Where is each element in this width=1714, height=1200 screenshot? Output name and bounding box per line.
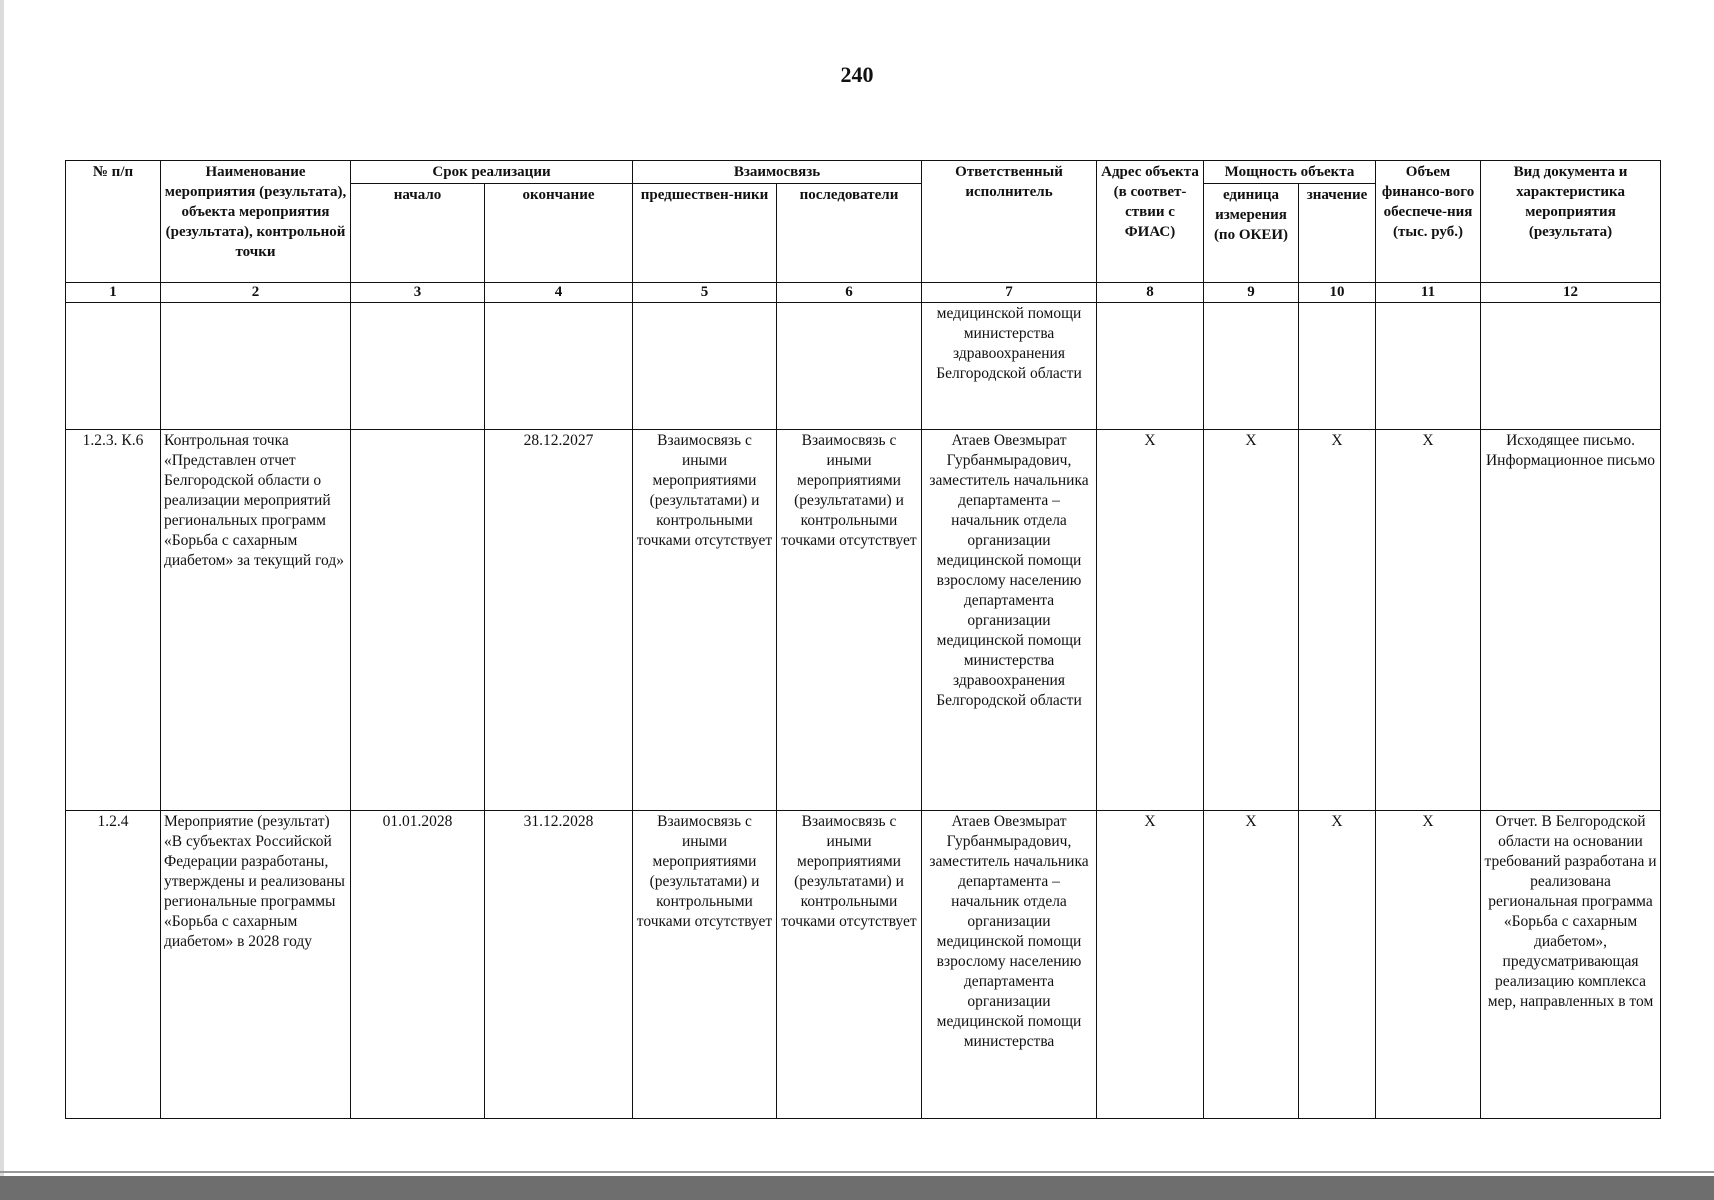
column-number: 1 bbox=[66, 283, 161, 303]
row-unit: X bbox=[1204, 430, 1299, 811]
continuation-row bbox=[66, 303, 1661, 430]
column-number: 3 bbox=[351, 283, 485, 303]
row-document: Отчет. В Белгородской области на основании требований разработана и реализована региональная программа «Борьба с сахарным диабетом», предусматривающая реализацию комплекса мер, направленных в том bbox=[1481, 811, 1661, 1119]
row-predecessors: Взаимосвязь с иными мероприятиями (результатами) и контрольными точками отсутствует bbox=[633, 811, 777, 1119]
row-num: 1.2.4 bbox=[66, 811, 161, 1119]
scan-bottom-band bbox=[0, 1176, 1714, 1200]
header-value: значение bbox=[1299, 184, 1376, 283]
column-number: 2 bbox=[161, 283, 351, 303]
header-unit: единица измерения (по ОКЕИ) bbox=[1204, 184, 1299, 283]
row-unit: X bbox=[1204, 811, 1299, 1119]
scan-edge bbox=[0, 0, 4, 1200]
table-row bbox=[66, 811, 1661, 1119]
header-successors: последователи bbox=[777, 184, 922, 283]
header-predecessors: предшествен-ники bbox=[633, 184, 777, 283]
row-successors: Взаимосвязь с иными мероприятиями (результатами) и контрольными точками отсутствует bbox=[777, 430, 922, 811]
column-number: 10 bbox=[1299, 283, 1376, 303]
row-start bbox=[351, 430, 485, 811]
column-number: 9 bbox=[1204, 283, 1299, 303]
column-number: 12 bbox=[1481, 283, 1661, 303]
column-number: 6 bbox=[777, 283, 922, 303]
header-finance: Объем финансо-вого обеспече-ния (тыс. руб.) bbox=[1376, 161, 1481, 283]
row-address: X bbox=[1097, 430, 1204, 811]
page-number: 240 bbox=[840, 62, 874, 87]
column-number-row bbox=[66, 283, 1661, 303]
row-address: X bbox=[1097, 811, 1204, 1119]
header-name: Наименование мероприятия (результата), объекта мероприятия (результата), контрольной точки bbox=[161, 161, 351, 283]
row-end: 31.12.2028 bbox=[485, 811, 633, 1119]
row-name: Мероприятие (результат) «В субъектах Российской Федерации разработаны, утверждены и реализованы региональные программы «Борьба с сахарным диабетом» в 2028 году bbox=[161, 811, 351, 1119]
row-value: X bbox=[1299, 811, 1376, 1119]
row-value: X bbox=[1299, 430, 1376, 811]
row-name: Контрольная точка «Представлен отчет Белгородской области о реализации мероприятий региональных программ «Борьба с сахарным диабетом» за текущий год» bbox=[161, 430, 351, 811]
row-start: 01.01.2028 bbox=[351, 811, 485, 1119]
row-finance: X bbox=[1376, 430, 1481, 811]
row-responsible: Атаев Овезмырат Гурбанмырадович, заместитель начальника департамента – начальник отдела организации медицинской помощи взрослому населению департамента организации медицинской помощи министерства здравоохранения Белгородской области bbox=[922, 430, 1097, 811]
header-row bbox=[66, 161, 1661, 184]
header-power: Мощность объекта bbox=[1204, 161, 1376, 184]
row-end: 28.12.2027 bbox=[485, 430, 633, 811]
header-address: Адрес объекта (в соответ-ствии с ФИАС) bbox=[1097, 161, 1204, 283]
row-finance: X bbox=[1376, 811, 1481, 1119]
header-link: Взаимосвязь bbox=[633, 161, 922, 184]
header-document: Вид документа и характеристика мероприятия (результата) bbox=[1481, 161, 1661, 283]
column-number: 4 bbox=[485, 283, 633, 303]
continuation-responsible: медицинской помощи министерства здравоохранения Белгородской области bbox=[922, 303, 1097, 430]
header-start: начало bbox=[351, 184, 485, 283]
row-responsible: Атаев Овезмырат Гурбанмырадович, заместитель начальника департамента – начальник отдела организации медицинской помощи взрослому населению департамента организации медицинской помощи министерства bbox=[922, 811, 1097, 1119]
column-number: 11 bbox=[1376, 283, 1481, 303]
row-predecessors: Взаимосвязь с иными мероприятиями (результатами) и контрольными точками отсутствует bbox=[633, 430, 777, 811]
column-number: 5 bbox=[633, 283, 777, 303]
header-num: № п/п bbox=[66, 161, 161, 283]
row-num: 1.2.3. К.6 bbox=[66, 430, 161, 811]
column-number: 7 bbox=[922, 283, 1097, 303]
header-term: Срок реализации bbox=[351, 161, 633, 184]
table-row bbox=[66, 430, 1661, 811]
header-end: окончание bbox=[485, 184, 633, 283]
column-number: 8 bbox=[1097, 283, 1204, 303]
plan-table bbox=[65, 160, 1661, 1119]
scan-bottom-line bbox=[0, 1171, 1714, 1173]
header-responsible: Ответственный исполнитель bbox=[922, 161, 1097, 283]
row-document: Исходящее письмо. Информационное письмо bbox=[1481, 430, 1661, 811]
row-successors: Взаимосвязь с иными мероприятиями (результатами) и контрольными точками отсутствует bbox=[777, 811, 922, 1119]
